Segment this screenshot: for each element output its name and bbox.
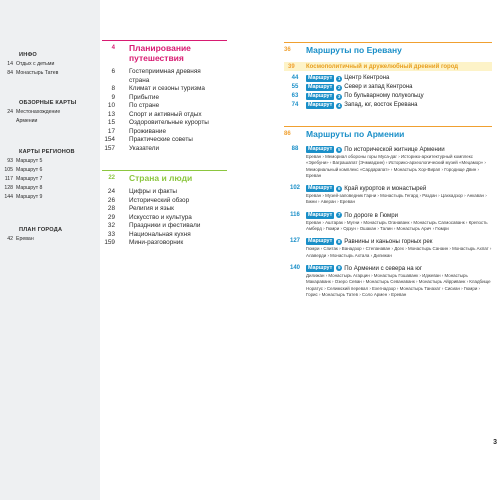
toc-page-num: 6 bbox=[111, 68, 115, 75]
route-badge: Маршрут bbox=[308, 102, 333, 108]
toc-row[interactable] bbox=[102, 231, 227, 240]
toc-list bbox=[102, 188, 227, 248]
route-page-num: 140 bbox=[289, 264, 300, 271]
route-description: Ереван › Мемориал обороны горы Муса-даг › Историко-архитектурный комплекс «Эребуни» › Ваграшапат (Эчмиадзин) › Историко-археологический музей «Мецамор» › Мемориальный комплекс «Сардарапат» › Монастырь Хор-Вирап › Городище Двин › Ереван bbox=[306, 154, 486, 178]
toc-entry: Искусство и культура bbox=[129, 213, 192, 221]
route-badge: Маршрут bbox=[308, 238, 333, 245]
toc-page-num: 26 bbox=[107, 196, 115, 204]
subsection-title: Космополитичный и дружелюбный древний город bbox=[306, 63, 459, 70]
toc-row[interactable] bbox=[102, 136, 227, 145]
route-number-badge: 3 bbox=[338, 93, 341, 99]
toc-entry: Цифры и факты bbox=[129, 188, 178, 195]
lp-entry: Отдых с детьми bbox=[16, 61, 55, 67]
section-title-line: Планирование bbox=[129, 43, 191, 53]
lp-page-num: 117 bbox=[4, 176, 13, 182]
lp-row[interactable] bbox=[0, 193, 100, 202]
route-title: По дороге в Гюмри bbox=[344, 211, 399, 219]
route-number-badge: 7 bbox=[338, 212, 341, 218]
route-badge: Маршрут bbox=[308, 211, 333, 218]
route-number-badge: 4 bbox=[338, 102, 341, 108]
route-title: Край курортов и монастырей bbox=[344, 185, 427, 193]
section-header[interactable] bbox=[102, 170, 227, 188]
toc-entry: Проживание bbox=[129, 127, 167, 135]
toc-entry: Религия и язык bbox=[129, 205, 174, 212]
section-page-num: 22 bbox=[108, 175, 115, 181]
toc-row[interactable] bbox=[102, 111, 227, 120]
toc-row[interactable] bbox=[102, 128, 227, 137]
lp-page-num: 105 bbox=[4, 167, 13, 173]
toc-row[interactable] bbox=[102, 214, 227, 223]
route-list bbox=[284, 145, 492, 298]
lp-entry: Армении bbox=[16, 118, 38, 124]
toc-row[interactable] bbox=[102, 94, 227, 103]
route-row[interactable] bbox=[284, 145, 492, 154]
section-page-num: 4 bbox=[111, 45, 115, 51]
section-routes-yerevan bbox=[284, 42, 492, 110]
section-header[interactable] bbox=[102, 40, 227, 68]
toc-entry: Исторический обзор bbox=[129, 196, 190, 204]
toc-page-num: 154 bbox=[104, 136, 115, 143]
route-number-badge: 1 bbox=[338, 75, 341, 81]
toc-entry: Спорт и активный отдых bbox=[129, 110, 202, 118]
toc-entry: Прибытие bbox=[129, 93, 160, 101]
route-page-num: 44 bbox=[291, 75, 299, 81]
route-page-num: 88 bbox=[291, 146, 299, 152]
section-page-num: 86 bbox=[284, 130, 291, 137]
section-page-num: 36 bbox=[284, 46, 291, 53]
route-description: Дилижан › Монастырь Агарцин › Монастырь Гошаванк › Иджеван › Монастырь Макараванк › Озеро Севан › Монастырь Севанаванк › Монастырь Айрриванк › Кладбище Норатус › Селимский перевал › Ехегнадзор › Монастырь Танахат › Сисиан › Гюмри › Горис › Монастырь Татев › Соло Армен › Ереван bbox=[306, 272, 491, 297]
section-planning bbox=[102, 40, 227, 153]
lp-section-overview-maps bbox=[0, 100, 100, 126]
route-row[interactable] bbox=[284, 83, 492, 92]
toc-row[interactable] bbox=[102, 68, 227, 77]
lp-entry: Маршрут 9 bbox=[16, 194, 43, 200]
route-item bbox=[284, 184, 492, 206]
route-row[interactable] bbox=[284, 264, 492, 273]
toc-row[interactable] bbox=[102, 197, 227, 206]
route-row[interactable] bbox=[284, 211, 492, 220]
lp-page-num bbox=[0, 117, 16, 126]
toc-entry: Национальная кухня bbox=[129, 230, 191, 238]
lp-section-info bbox=[0, 52, 100, 78]
route-title: Центр Кентрона bbox=[344, 75, 390, 81]
lp-page-num: 144 bbox=[4, 194, 13, 200]
lp-section-city-plan bbox=[0, 227, 100, 244]
route-badge: Маршрут bbox=[308, 93, 333, 99]
lp-row[interactable] bbox=[0, 108, 100, 117]
lp-row[interactable] bbox=[0, 157, 100, 166]
toc-row[interactable] bbox=[102, 222, 227, 231]
toc-page-num: 10 bbox=[107, 102, 115, 109]
section-title: Маршруты по Армении bbox=[306, 128, 405, 139]
route-page-num: 63 bbox=[291, 93, 299, 99]
route-title: Север и запад Кентрона bbox=[344, 84, 413, 90]
route-description: Ереван › Аштарак › Мугни › Монастырь Оганаванк › Монастырь Сагмосаванк › Крепость Амберд › Гюмри › Одзун › Ошакан › Талин › Монастырь Арич › Гюмри bbox=[306, 219, 488, 232]
lp-section-title: ИНФО bbox=[19, 52, 37, 58]
route-title: По исторической житнице Армении bbox=[344, 146, 445, 153]
toc-entry: Оздоровительные курорты bbox=[129, 119, 209, 126]
lp-section-title: ПЛАН ГОРОДА bbox=[19, 227, 63, 233]
lp-page-num: 14 bbox=[7, 61, 13, 67]
section-title: Маршруты по Еревану bbox=[306, 44, 402, 55]
toc-page-num: 8 bbox=[111, 85, 115, 92]
lp-page-num: 24 bbox=[7, 109, 13, 115]
section-title bbox=[129, 41, 191, 63]
route-title: По Армении с севера на юг bbox=[344, 264, 423, 272]
toc-page-num: 9 bbox=[111, 93, 115, 101]
route-title: Равнины и каньоны горных рек bbox=[344, 238, 433, 246]
section-title-line: путешествия bbox=[129, 52, 184, 63]
route-page-num: 74 bbox=[291, 102, 299, 108]
toc-entry: Практические советы bbox=[129, 136, 193, 143]
toc-entry: Гостеприимная древняя bbox=[129, 68, 201, 75]
section-country bbox=[102, 170, 227, 248]
lp-section-title: ОБЗОРНЫЕ КАРТЫ bbox=[19, 100, 77, 106]
lp-page-num: 128 bbox=[4, 185, 13, 191]
lp-row[interactable] bbox=[0, 60, 100, 69]
lp-row[interactable] bbox=[0, 69, 100, 78]
lp-entry: Монастырь Татев bbox=[16, 70, 59, 76]
toc-page-num: 13 bbox=[107, 110, 115, 118]
toc-page-num: 24 bbox=[107, 188, 115, 195]
route-description: Гюмри › Спитак › Ванадзор › Степанаван › Дсех › Монастырь Санаин › Монастырь Ахпат › Алаверди › Монастырь Ахтала › Дилижан bbox=[306, 246, 492, 258]
route-number-badge: 8 bbox=[338, 238, 341, 244]
toc-page-num: 15 bbox=[107, 119, 115, 126]
toc-entry: Климат и сезоны туризма bbox=[129, 85, 205, 92]
toc-page-num: 28 bbox=[107, 205, 115, 212]
route-badge: Маршрут bbox=[308, 264, 333, 271]
toc-page-num: 159 bbox=[104, 239, 115, 246]
toc-page-num: 157 bbox=[104, 144, 115, 152]
route-item bbox=[284, 145, 492, 179]
toc-row[interactable] bbox=[102, 85, 227, 94]
section-header[interactable] bbox=[284, 42, 492, 56]
toc-row[interactable] bbox=[102, 77, 227, 86]
toc-entry: Указатели bbox=[129, 144, 160, 152]
lp-entry: Местонахождение bbox=[16, 109, 61, 115]
lp-row[interactable] bbox=[0, 117, 100, 126]
route-item bbox=[284, 264, 492, 298]
lp-page-num: 84 bbox=[7, 70, 13, 76]
route-title: Запад, юг, восток Еревана bbox=[344, 102, 418, 108]
route-badge: Маршрут bbox=[308, 75, 333, 81]
section-title: Страна и люди bbox=[129, 173, 193, 183]
toc-row[interactable] bbox=[102, 239, 227, 248]
route-row[interactable] bbox=[284, 237, 492, 246]
toc-entry: По стране bbox=[129, 102, 160, 109]
toc-page-num: 17 bbox=[107, 127, 115, 135]
route-row[interactable] bbox=[284, 74, 492, 83]
toc-row[interactable] bbox=[102, 188, 227, 197]
toc-page-num: 33 bbox=[107, 230, 115, 238]
lp-page-num: 93 bbox=[7, 158, 13, 164]
lp-entry: Маршрут 6 bbox=[16, 167, 43, 173]
lp-entry: Ереван bbox=[16, 236, 34, 242]
lp-page-num: 42 bbox=[7, 236, 13, 242]
route-title: По бульварному полукольцу bbox=[344, 93, 424, 99]
toc-entry: Праздники и фестивали bbox=[129, 222, 201, 229]
route-row[interactable] bbox=[284, 101, 492, 110]
route-number-badge: 2 bbox=[338, 84, 341, 90]
toc-list bbox=[102, 68, 227, 153]
lp-entry: Маршрут 5 bbox=[16, 158, 43, 164]
route-row[interactable] bbox=[284, 184, 492, 193]
toc-row[interactable] bbox=[102, 102, 227, 111]
lp-section-region-maps bbox=[0, 149, 100, 202]
route-item bbox=[284, 237, 492, 259]
route-row[interactable] bbox=[284, 92, 492, 101]
lp-row[interactable] bbox=[0, 235, 100, 244]
route-page-num: 102 bbox=[289, 185, 300, 192]
toc-entry: Мини-разговорник bbox=[129, 239, 184, 246]
route-badge: Маршрут bbox=[308, 84, 333, 90]
route-number-badge: 6 bbox=[338, 185, 341, 191]
route-badge: Маршрут bbox=[308, 146, 333, 152]
route-badge: Маршрут bbox=[308, 185, 333, 192]
subsection-row[interactable] bbox=[284, 62, 492, 71]
lp-entry: Маршрут 7 bbox=[16, 176, 43, 182]
toc-row[interactable] bbox=[102, 145, 227, 154]
route-number-badge: 5 bbox=[338, 146, 341, 152]
lp-row[interactable] bbox=[0, 175, 100, 184]
lp-row[interactable] bbox=[0, 184, 100, 193]
route-page-num: 55 bbox=[291, 84, 299, 90]
page-number: 3 bbox=[493, 439, 497, 446]
route-list bbox=[284, 74, 492, 110]
route-description: Ереван › Музей-заповедник Гарни › Монастырь Гегард › Раздан › Цахкадзор › Анкаван › Бжни › Аверан › Ереван bbox=[306, 193, 487, 205]
route-number-badge: 9 bbox=[338, 265, 341, 271]
lp-row[interactable] bbox=[0, 166, 100, 175]
toc-row[interactable] bbox=[102, 119, 227, 128]
lp-section-title: КАРТЫ РЕГИОНОВ bbox=[19, 149, 75, 155]
toc-page-num: 32 bbox=[107, 222, 115, 229]
toc-row[interactable] bbox=[102, 205, 227, 214]
toc-page-num bbox=[102, 77, 129, 86]
section-routes-armenia bbox=[284, 126, 492, 298]
route-page-num: 116 bbox=[290, 211, 300, 218]
left-panel bbox=[0, 0, 100, 500]
toc-entry: страна bbox=[129, 76, 150, 84]
section-header[interactable] bbox=[284, 126, 492, 140]
lp-entry: Маршрут 8 bbox=[16, 185, 43, 191]
toc-page-num: 29 bbox=[107, 213, 115, 221]
route-page-num: 127 bbox=[289, 238, 300, 245]
subsection-page-num: 39 bbox=[288, 63, 295, 70]
route-item bbox=[284, 211, 492, 233]
